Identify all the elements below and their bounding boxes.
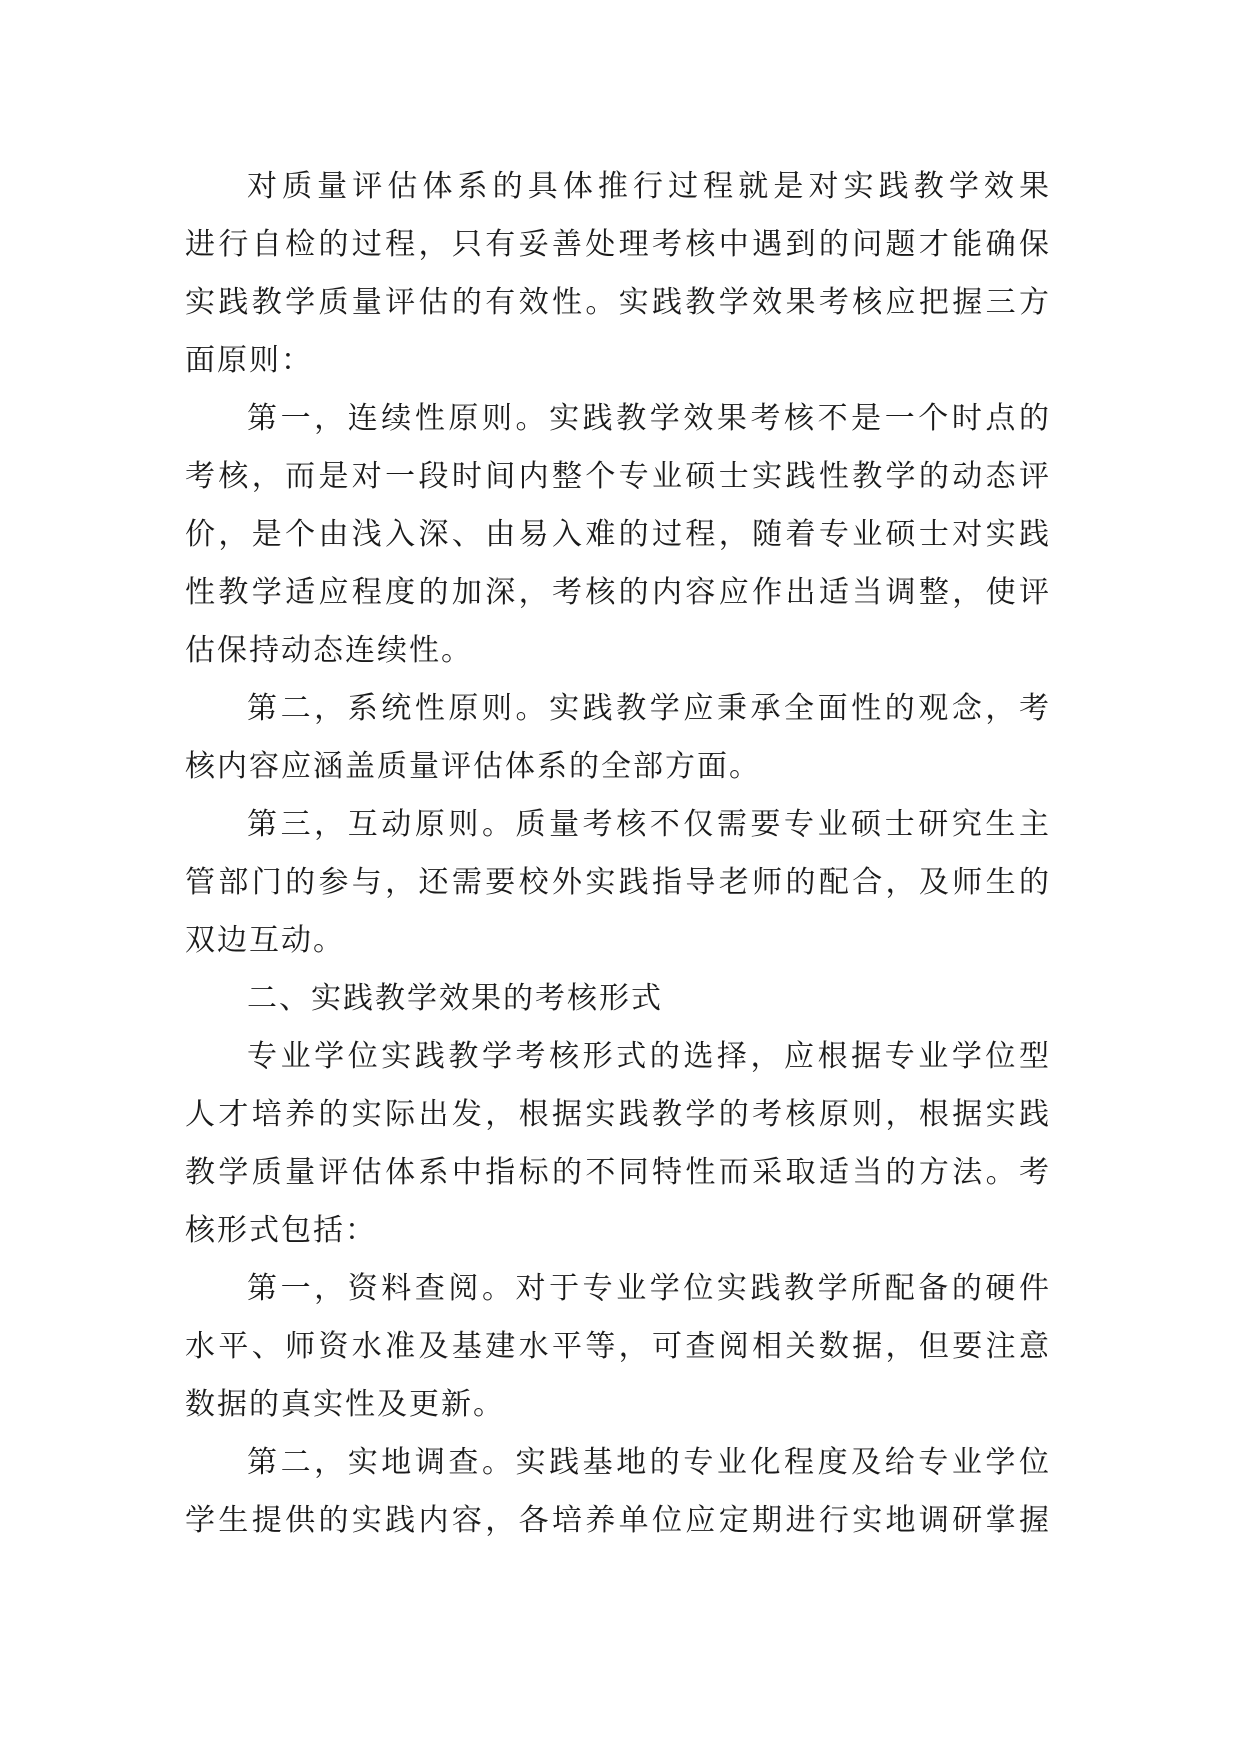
text-line: 第一，资料查阅。对于专业学位实践教学所配备的硬件 bbox=[247, 1272, 1051, 1305]
section-heading-line: 二、实践教学效果的考核形式 bbox=[247, 982, 663, 1015]
text-line: 教学质量评估体系中指标的不同特性而采取适当的方法。考 bbox=[185, 1156, 1051, 1189]
text-line: 第一，连续性原则。实践教学效果考核不是一个时点的 bbox=[247, 402, 1051, 435]
text-line: 核形式包括： bbox=[185, 1214, 377, 1247]
text-line: 价，是个由浅入深、由易入难的过程，随着专业硕士对实践 bbox=[185, 518, 1051, 551]
text-line: 第三，互动原则。质量考核不仅需要专业硕士研究生主 bbox=[247, 808, 1051, 841]
text-line: 面原则： bbox=[185, 344, 313, 377]
text-line: 水平、师资水准及基建水平等，可查阅相关数据，但要注意 bbox=[185, 1330, 1051, 1363]
text-line: 专业学位实践教学考核形式的选择，应根据专业学位型 bbox=[247, 1040, 1051, 1073]
text-line: 对质量评估体系的具体推行过程就是对实践教学效果 bbox=[247, 170, 1051, 203]
text-line: 学生提供的实践内容，各培养单位应定期进行实地调研掌握 bbox=[185, 1504, 1051, 1537]
text-line: 数据的真实性及更新。 bbox=[185, 1388, 505, 1421]
text-line: 核内容应涵盖质量评估体系的全部方面。 bbox=[185, 750, 761, 783]
document-text-block bbox=[185, 158, 1051, 1550]
text-line: 估保持动态连续性。 bbox=[185, 634, 473, 667]
text-line: 人才培养的实际出发，根据实践教学的考核原则，根据实践 bbox=[185, 1098, 1051, 1131]
text-line: 性教学适应程度的加深，考核的内容应作出适当调整，使评 bbox=[185, 576, 1051, 609]
text-line: 考核，而是对一段时间内整个专业硕士实践性教学的动态评 bbox=[185, 460, 1051, 493]
text-line: 进行自检的过程，只有妥善处理考核中遇到的问题才能确保 bbox=[185, 228, 1051, 261]
text-line: 第二，系统性原则。实践教学应秉承全面性的观念，考 bbox=[247, 692, 1051, 725]
text-line: 实践教学质量评估的有效性。实践教学效果考核应把握三方 bbox=[185, 286, 1051, 319]
text-line: 管部门的参与，还需要校外实践指导老师的配合，及师生的 bbox=[185, 866, 1051, 899]
text-line: 双边互动。 bbox=[185, 924, 345, 957]
text-line: 第二，实地调查。实践基地的专业化程度及给专业学位 bbox=[247, 1446, 1051, 1479]
